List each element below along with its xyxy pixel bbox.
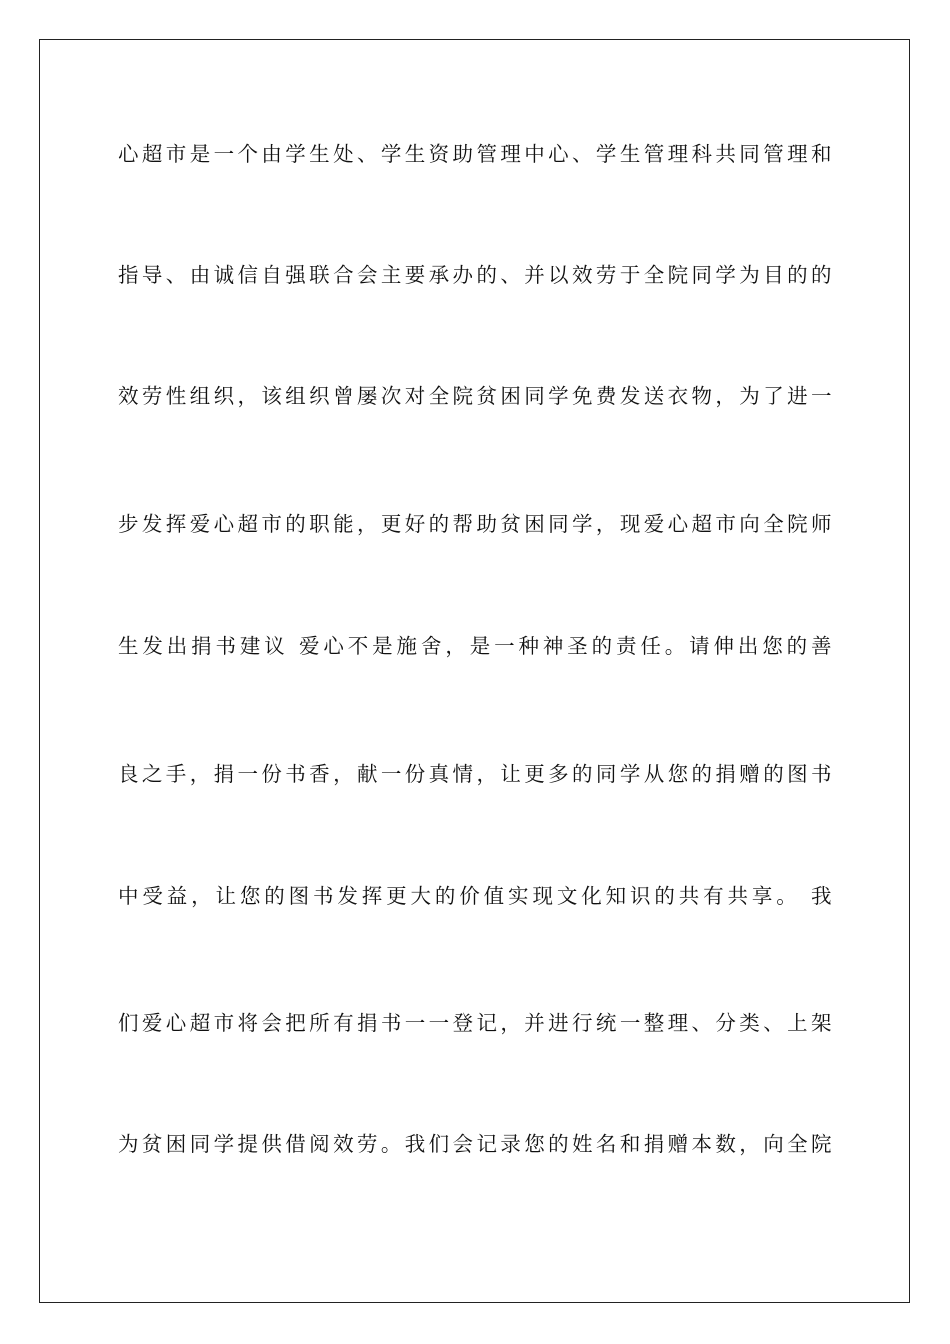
text-line: 为贫困同学提供借阅效劳。我们会记录您的姓名和捐赠本数，向全院 [118,1132,832,1156]
text-line: 良之手，捐一份书香，献一份真情，让更多的同学从您的捐赠的图书 [118,762,832,786]
text-line: 生发出捐书建议 爱心不是施舍，是一种神圣的责任。请伸出您的善 [118,634,832,658]
page-border [39,39,910,1303]
text-line: 们爱心超市将会把所有捐书一一登记，并进行统一整理、分类、上架 [118,1011,832,1035]
text-line: 中受益，让您的图书发挥更大的价值实现文化知识的共有共享。 我 [118,884,832,908]
text-line: 步发挥爱心超市的职能，更好的帮助贫困同学，现爱心超市向全院师 [118,512,832,536]
text-line: 心超市是一个由学生处、学生资助管理中心、学生管理科共同管理和 [118,142,832,166]
text-line: 指导、由诚信自强联合会主要承办的、并以效劳于全院同学为目的的 [118,263,832,287]
text-line: 效劳性组织，该组织曾屡次对全院贫困同学免费发送衣物，为了进一 [118,384,832,408]
